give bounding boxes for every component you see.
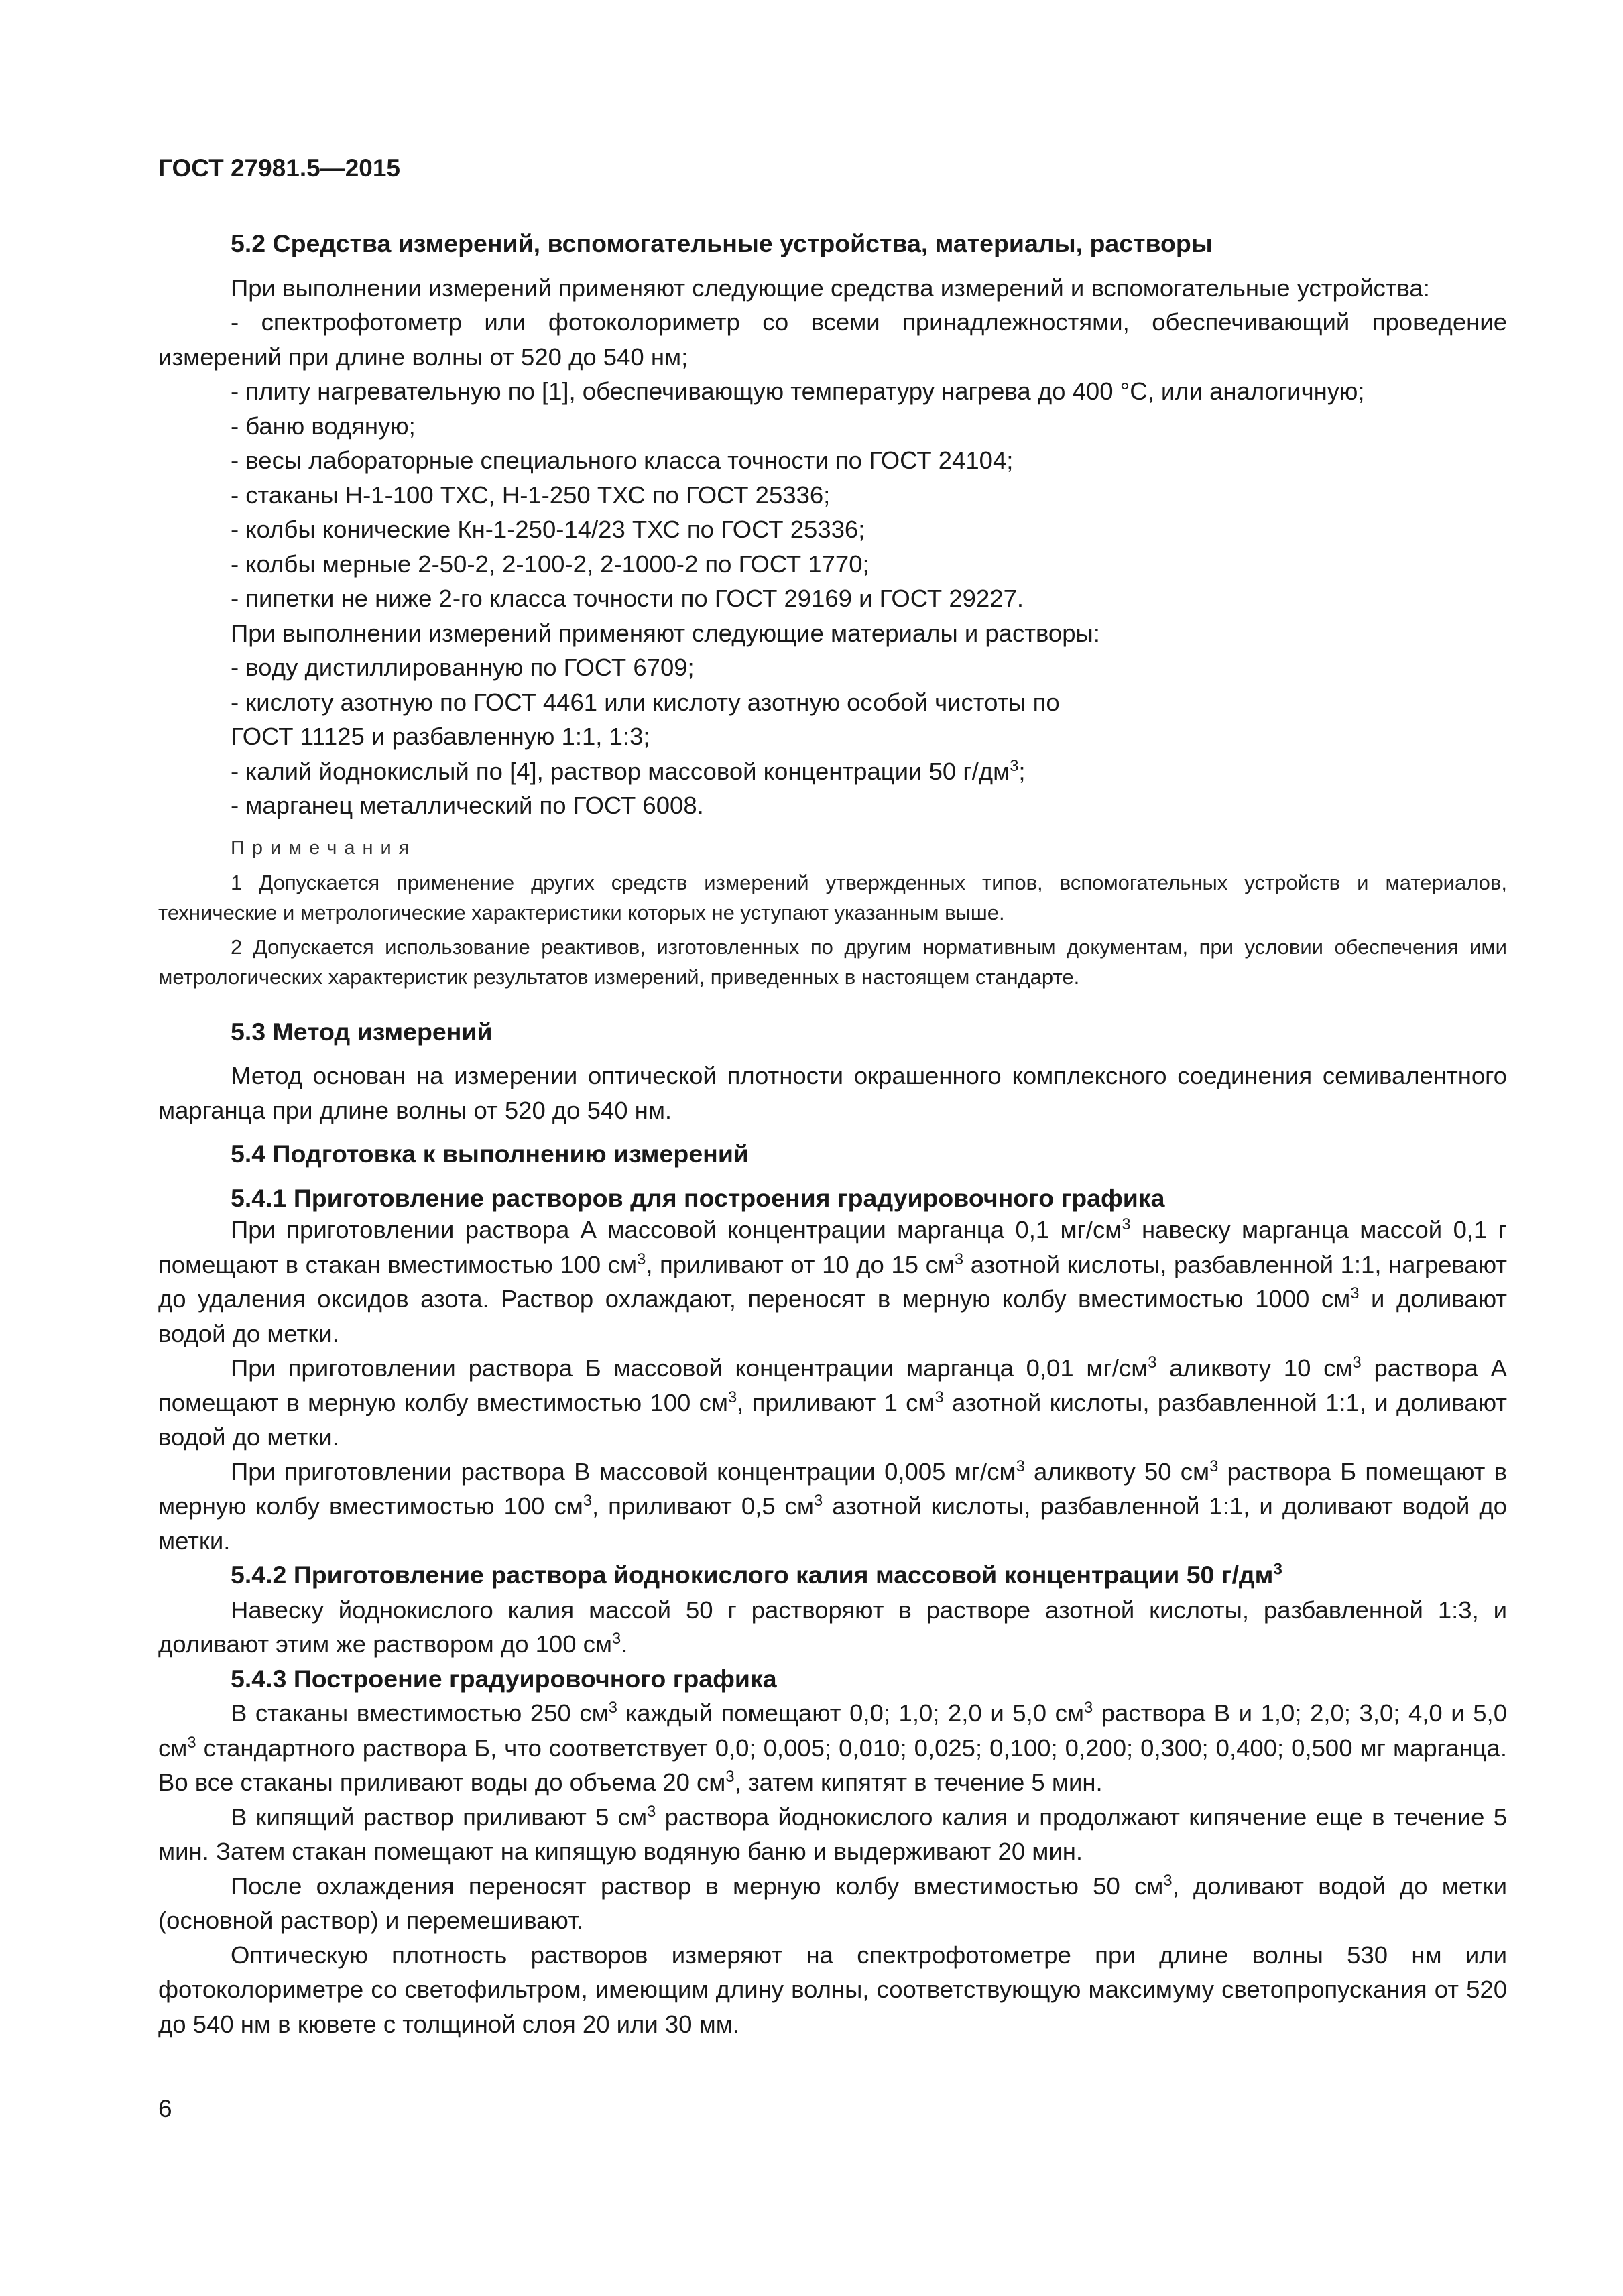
superscript: 3 xyxy=(1350,1284,1360,1303)
list-item xyxy=(231,754,1507,789)
superscript: 3 xyxy=(1122,1215,1131,1233)
superscript: 3 xyxy=(612,1630,621,1648)
paragraph-calibration-4: Оптическую плотность растворов измеряют на спектрофотометре при длине волны 530 нм или фотоколориметре со светофильтром, имеющим длину волны, соответствующую максимуму светопропускания от 520 до 540 нм в кювете с толщиной слоя 20 или 30 мм. xyxy=(158,1941,1507,2038)
superscript: 3 xyxy=(1163,1872,1173,1890)
paragraph-solution-b xyxy=(158,1351,1507,1455)
text-run: раствора йоднокислого калия и продолжают кипячение еще в течение 5 мин. Затем стакан помещают на кипящую водяную баню и выдерживают 20 мин. xyxy=(158,1803,1507,1865)
paragraph-calibration-3 xyxy=(158,1869,1507,1938)
list-item: - колбы мерные 2-50-2, 2-100-2, 2-1000-2 по ГОСТ 1770; xyxy=(231,550,869,578)
superscript: 3 xyxy=(1148,1353,1157,1372)
note-1: 1 Допускается применение других средств измерений утвержденных типов, вспомогательных устройств и материалов, технические и метрологические характеристики которых не уступают указанным выше. xyxy=(158,870,1507,924)
section-5-4-1-title: 5.4.1 Приготовление растворов для построения градуировочного графика xyxy=(231,1183,1165,1212)
superscript: 3 xyxy=(1352,1353,1362,1372)
list-item: - марганец металлический по ГОСТ 6008. xyxy=(231,792,704,819)
text-run: ; xyxy=(1018,757,1026,785)
superscript: 3 xyxy=(647,1803,656,1821)
list-item: - колбы конические Кн-1-250-14/23 ТХС по ГОСТ 25336; xyxy=(231,516,865,543)
superscript: 3 xyxy=(583,1492,593,1510)
superscript: 3 xyxy=(1273,1560,1282,1579)
text-run: , приливают 0,5 см xyxy=(592,1492,815,1520)
list-item: - пипетки не ниже 2-го класса точности по ГОСТ 29169 и ГОСТ 29227. xyxy=(231,585,1024,612)
section-5-4-2-title xyxy=(231,1558,1507,1593)
text-run: При приготовлении раствора Б массовой концентрации марганца 0,01 мг/см xyxy=(231,1354,1148,1382)
text-run: каждый помещают 0,0; 1,0; 2,0 и 5,0 см xyxy=(617,1699,1084,1727)
paragraph-iodate-prep xyxy=(158,1593,1507,1662)
text-run: , приливают 1 см xyxy=(737,1388,935,1416)
devices-list xyxy=(158,305,1507,616)
superscript: 3 xyxy=(727,1388,737,1406)
text-run: азотной кислоты, разбавленной 1:1, и доливают водой до метки. xyxy=(158,1388,1507,1451)
section-5-4-title: 5.4 Подготовка к выполнению измерений xyxy=(231,1140,749,1168)
text-run: , приливают от 10 до 15 см xyxy=(646,1250,955,1278)
superscript: 3 xyxy=(187,1734,196,1752)
text-run: При приготовлении раствора В массовой концентрации 0,005 мг/см xyxy=(231,1457,1016,1486)
materials-intro: При выполнении измерений применяют следующие материалы и растворы: xyxy=(231,619,1100,647)
section-5-3-text: Метод основан на измерении оптической плотности окрашенного комплексного соединения семивалентного марганца при длине волны от 520 до 540 нм. xyxy=(158,1062,1507,1124)
page-content xyxy=(158,227,1507,2041)
superscript: 3 xyxy=(637,1250,646,1268)
text-run: и доливают водой до метки. xyxy=(158,1285,1507,1347)
list-item-continuation: ГОСТ 11125 и разбавленную 1:1, 1:3; xyxy=(231,723,650,750)
notes-title: Примечания xyxy=(231,837,417,859)
superscript: 3 xyxy=(1209,1457,1219,1475)
list-item: - воду дистиллированную по ГОСТ 6709; xyxy=(231,654,695,681)
text-run: азотной кислоты, разбавленной 1:1, и доливают водой до метки. xyxy=(158,1492,1507,1555)
text-run: раствора Б помещают в мерную колбу вместимостью 100 см xyxy=(158,1457,1507,1520)
list-item: - весы лабораторные специального класса точности по ГОСТ 24104; xyxy=(231,446,1014,474)
paragraph-solution-a xyxy=(158,1213,1507,1351)
materials-list xyxy=(158,650,1507,823)
paragraph-calibration-1 xyxy=(158,1696,1507,1800)
text-run: аликвоту 50 см xyxy=(1024,1457,1210,1486)
list-item: - плиту нагревательную по [1], обеспечивающую температуру нагрева до 400 °С, или аналогичную; xyxy=(231,377,1365,405)
text-run: , затем кипятят в течение 5 мин. xyxy=(734,1768,1103,1796)
superscript: 3 xyxy=(725,1768,735,1786)
list-item: - баню водяную; xyxy=(231,412,416,440)
note-2: 2 Допускается использование реактивов, изготовленных по другим нормативным документам, при условии обеспечения ими метрологических характеристик результатов измерений, приведенных в настоящем стандарте. xyxy=(158,934,1507,989)
section-5-3-title: 5.3 Метод измерений xyxy=(231,1017,493,1046)
list-item: - стаканы Н-1-100 ТХС, Н-1-250 ТХС по ГОСТ 25336; xyxy=(231,481,831,509)
text-run: - калий йоднокислый по [4], раствор массовой концентрации 50 г/дм xyxy=(231,757,1010,785)
list-item: - кислоту азотную по ГОСТ 4461 или кислоту азотную особой чистоты по xyxy=(231,688,1060,716)
superscript: 3 xyxy=(1083,1699,1093,1717)
superscript: 3 xyxy=(608,1699,617,1717)
superscript: 3 xyxy=(935,1388,944,1406)
superscript: 3 xyxy=(814,1492,823,1510)
text-run: азотной кислоты, разбавленной 1:1, нагревают до удаления оксидов азота. Раствор охлаждают, переносят в мерную колбу вместимостью 1000 см xyxy=(158,1250,1507,1313)
section-5-2-intro: При выполнении измерений применяют следующие средства измерений и вспомогательные устройства: xyxy=(231,274,1430,302)
text-run: После охлаждения переносят раствор в мерную колбу вместимостью 50 см xyxy=(231,1872,1164,1900)
text-run: раствора В и 1,0; 2,0; 3,0; 4,0 и 5,0 см xyxy=(158,1699,1507,1762)
text-run: В кипящий раствор приливают 5 см xyxy=(231,1803,648,1831)
text-run: аликвоту 10 см xyxy=(1156,1354,1353,1382)
superscript: 3 xyxy=(1016,1457,1025,1475)
text-run: навеску марганца массой 0,1 г помещают в стакан вместимостью 100 см xyxy=(158,1216,1507,1278)
text-run: . xyxy=(621,1630,628,1658)
superscript: 3 xyxy=(954,1250,964,1268)
text-run: При приготовлении раствора А массовой концентрации марганца 0,1 мг/см xyxy=(231,1216,1122,1244)
text-run: стандартного раствора Б, что соответствует 0,0; 0,005; 0,010; 0,025; 0,100; 0,200; 0,300; 0,400; 0,500 мг марганца. Во все стаканы приливают воды до объема 20 см xyxy=(158,1734,1507,1796)
text-run: 5.4.2 Приготовление раствора йоднокислого калия массовой концентрации 50 г/дм xyxy=(231,1561,1274,1589)
section-5-4-3-title: 5.4.3 Построение градуировочного графика xyxy=(231,1664,777,1693)
page-number: 6 xyxy=(158,2095,172,2122)
text-run: Навеску йоднокислого калия массой 50 г растворяют в растворе азотной кислоты, разбавленной 1:3, и доливают этим же раствором до 100 см xyxy=(158,1595,1507,1658)
paragraph-calibration-2 xyxy=(158,1800,1507,1869)
paragraph-solution-v xyxy=(158,1455,1507,1559)
section-5-2-title: 5.2 Средства измерений, вспомогательные устройства, материалы, растворы xyxy=(231,229,1213,257)
text-run: раствора А помещают в мерную колбу вместимостью 100 см xyxy=(158,1354,1507,1416)
superscript: 3 xyxy=(1010,757,1019,775)
standard-id: ГОСТ 27981.5—2015 xyxy=(158,154,401,182)
text-run: , доливают водой до метки (основной раствор) и перемешивают. xyxy=(158,1872,1508,1934)
text-run: В стаканы вместимостью 250 см xyxy=(231,1699,609,1727)
list-item: - спектрофотометр или фотоколориметр со всеми принадлежностями, обеспечивающий проведение измерений при длине волны от 520 до 540 нм; xyxy=(158,308,1507,371)
